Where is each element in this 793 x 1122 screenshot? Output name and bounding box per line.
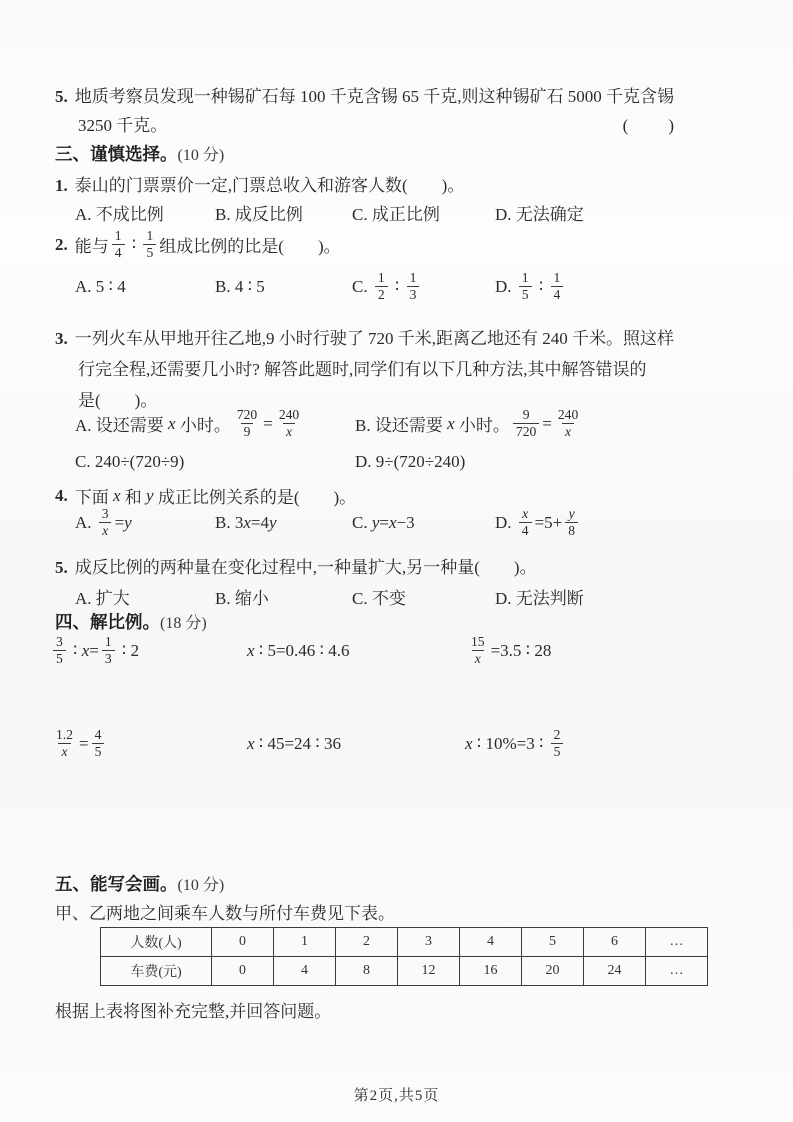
option-c: C. y = x −3	[352, 512, 415, 532]
option-a: A. 扩大	[75, 589, 130, 608]
question-4-options	[55, 506, 700, 540]
option-b: B. 4 ∶ 5	[215, 276, 265, 296]
question-1-stem	[55, 171, 680, 200]
equation-4: $\frac{1.2}{x}$ = $\frac{4}{5}$	[50, 727, 247, 761]
section-3-title: 三、谨慎选择。	[55, 144, 178, 164]
question-4-stem	[55, 483, 356, 508]
fraction: $\frac{1}{4}$	[112, 228, 125, 262]
question-3-options-row2	[55, 452, 700, 472]
table-row-people	[101, 928, 708, 957]
question-2	[55, 228, 680, 262]
equation-6: x ∶ 10%=3 ∶ $\frac{2}{5}$	[465, 727, 566, 761]
table-cell: 5	[522, 928, 584, 957]
section-5-intro-text: 甲、乙两地之间乘车人数与所付车费见下表。	[55, 904, 395, 923]
fare-table-grid	[100, 927, 708, 986]
table-cell-ellipsis: …	[646, 957, 708, 986]
fraction: $\frac{1}{5}$	[143, 228, 156, 262]
question-4-text: 下面 x 和 y 成正比例关系的是( )。	[74, 485, 357, 507]
row-header-fare: 车费(元)	[101, 957, 212, 986]
table-cell: 6	[584, 928, 646, 957]
table-cell-ellipsis: …	[646, 928, 708, 957]
question-number: 1.	[55, 176, 68, 195]
option-c: C. $\frac{1}{2}$ ∶ $\frac{1}{3}$	[352, 270, 495, 304]
fraction: $\frac{y}{8}$	[565, 506, 578, 540]
section-heading-5	[55, 871, 680, 896]
table-cell: 12	[398, 957, 460, 986]
fraction: $\frac{1}{2}$	[375, 270, 388, 304]
section-heading-4	[55, 609, 680, 634]
equation-1: $\frac{3}{5}$ ∶ x = $\frac{1}{3}$ ∶ 2	[50, 634, 247, 668]
section-5-intro	[55, 899, 680, 928]
fraction: $\frac{240}{x}$	[557, 407, 579, 440]
table-cell: 0	[212, 957, 274, 986]
section-5-note	[55, 997, 680, 1026]
table-cell: 3	[398, 928, 460, 957]
judge-item-5	[55, 82, 680, 140]
section-heading-3	[55, 141, 680, 166]
question-3-line1	[55, 323, 680, 354]
option-a: A. 不成比例	[75, 205, 164, 224]
question-3-text3: 是( )。	[78, 391, 158, 410]
fare-table	[100, 927, 708, 986]
fraction: $\frac{x}{4}$	[519, 506, 532, 540]
page-footer	[0, 1084, 793, 1105]
judge-item-5-text: 地质考察员发现一种锡矿石每 100 千克含锡 65 千克,则这种锡矿石 5000 千克含锡	[74, 87, 674, 106]
table-cell: 2	[336, 928, 398, 957]
section-5-note-text: 根据上表将图补充完整,并回答问题。	[55, 1002, 332, 1021]
question-5-text: 成反比例的两种量在变化过程中,一种量扩大,另一种量( )。	[74, 558, 537, 577]
question-1-text: 泰山的门票票价一定,门票总收入和游客人数( )。	[74, 176, 465, 195]
table-cell: 4	[274, 957, 336, 986]
question-1	[55, 171, 680, 200]
option-d: D. 无法确定	[495, 205, 584, 224]
judge-item-5-line1	[55, 82, 680, 111]
question-1-options	[55, 200, 700, 225]
fraction: $\frac{1.2}{x}$	[56, 727, 73, 760]
judge-item-5-text2: 3250 千克。	[78, 116, 168, 135]
question-5-stem	[55, 553, 680, 582]
question-5	[55, 553, 680, 582]
question-3-text1: 一列火车从甲地开往乙地,9 小时行驶了 720 千米,距离乙地还有 240 千米。照这样	[74, 329, 674, 348]
option-c: C. 240÷(720÷9)	[75, 452, 185, 471]
section-5-title: 五、能写会画。	[55, 874, 178, 894]
option-b: B. 设还需要 x 小时。 $\frac{9}{720}$ = $\frac{240}{x}$	[355, 407, 700, 441]
page-number: 第2页,共5页	[353, 1088, 440, 1104]
option-a: A. 5 ∶ 4	[75, 276, 126, 296]
question-3-text2: 行完全程,还需要几小时? 解答此题时,同学们有以下几种方法,其中解答错误的	[78, 360, 647, 379]
solve-row-1	[50, 634, 750, 668]
fraction: $\frac{2}{5}$	[551, 727, 564, 761]
table-row-fare	[101, 957, 708, 986]
option-b: B. 缩小	[215, 589, 269, 608]
fraction: $\frac{4}{5}$	[92, 727, 105, 761]
table-cell: 1	[274, 928, 336, 957]
answer-bracket: ( )	[622, 116, 676, 135]
equation-5: x ∶ 45=24 ∶ 36	[247, 733, 341, 753]
judge-item-5-line2	[55, 111, 680, 140]
fraction: $\frac{3}{5}$	[53, 634, 66, 668]
option-b: B. 成反比例	[215, 205, 303, 224]
fraction: $\frac{9}{720}$	[513, 407, 539, 441]
fraction: $\frac{3}{x}$	[99, 506, 112, 540]
question-3	[55, 323, 680, 416]
option-d: D. 9÷(720÷240)	[355, 452, 466, 471]
question-number: 5.	[55, 558, 68, 577]
question-2-text: 能与 $\frac{1}{4}$ ∶ $\frac{1}{5}$ 组成比例的比是( )。	[74, 228, 341, 261]
table-cell: 20	[522, 957, 584, 986]
fraction: $\frac{1}{3}$	[102, 634, 115, 668]
fraction: $\frac{1}{5}$	[519, 270, 532, 304]
option-d: D. $\frac{1}{5}$ ∶ $\frac{1}{4}$	[495, 270, 700, 304]
question-3-options-row1	[55, 407, 700, 441]
table-cell: 0	[212, 928, 274, 957]
option-c: C. 不变	[352, 589, 406, 608]
table-cell: 4	[460, 928, 522, 957]
section-4-title: 四、解比例。	[55, 612, 160, 632]
fraction: $\frac{15}{x}$	[471, 634, 485, 667]
option-a: A. $\frac{3}{x}$ = y	[75, 506, 132, 539]
option-d: D. 无法判断	[495, 589, 584, 608]
question-number: 2.	[55, 234, 68, 254]
fraction: $\frac{240}{x}$	[278, 407, 300, 440]
question-5-options	[55, 584, 700, 609]
question-number: 3.	[55, 329, 68, 348]
equation-3: $\frac{15}{x}$ =3.5 ∶ 28	[465, 634, 551, 668]
fraction: $\frac{720}{9}$	[236, 407, 258, 440]
table-cell: 8	[336, 957, 398, 986]
row-header-people: 人数(人)	[101, 928, 212, 957]
question-3-line2	[55, 354, 680, 385]
question-4	[55, 483, 680, 508]
option-c: C. 成正比例	[352, 205, 440, 224]
section-3-score: (10 分)	[177, 147, 225, 164]
option-d: D. $\frac{x}{4}$ =5+ $\frac{y}{8}$	[495, 506, 700, 540]
option-a: A. 设还需要 x 小时。 $\frac{720}{9}$ = $\frac{240}{x}$	[75, 407, 355, 441]
section-5-score: (10 分)	[177, 877, 225, 894]
table-cell: 16	[460, 957, 522, 986]
fraction: $\frac{1}{3}$	[407, 270, 420, 304]
question-number: 4.	[55, 485, 68, 505]
question-2-options	[55, 270, 700, 304]
fraction: $\frac{1}{4}$	[551, 270, 564, 304]
solve-row-2	[50, 727, 750, 761]
section-4-score: (18 分)	[160, 615, 207, 632]
table-cell: 24	[584, 957, 646, 986]
equation-2: x ∶ 5=0.46 ∶ 4.6	[247, 640, 350, 660]
option-b: B. 3 x =4 y	[215, 512, 277, 532]
question-2-stem	[55, 228, 341, 262]
question-number: 5.	[55, 87, 68, 106]
